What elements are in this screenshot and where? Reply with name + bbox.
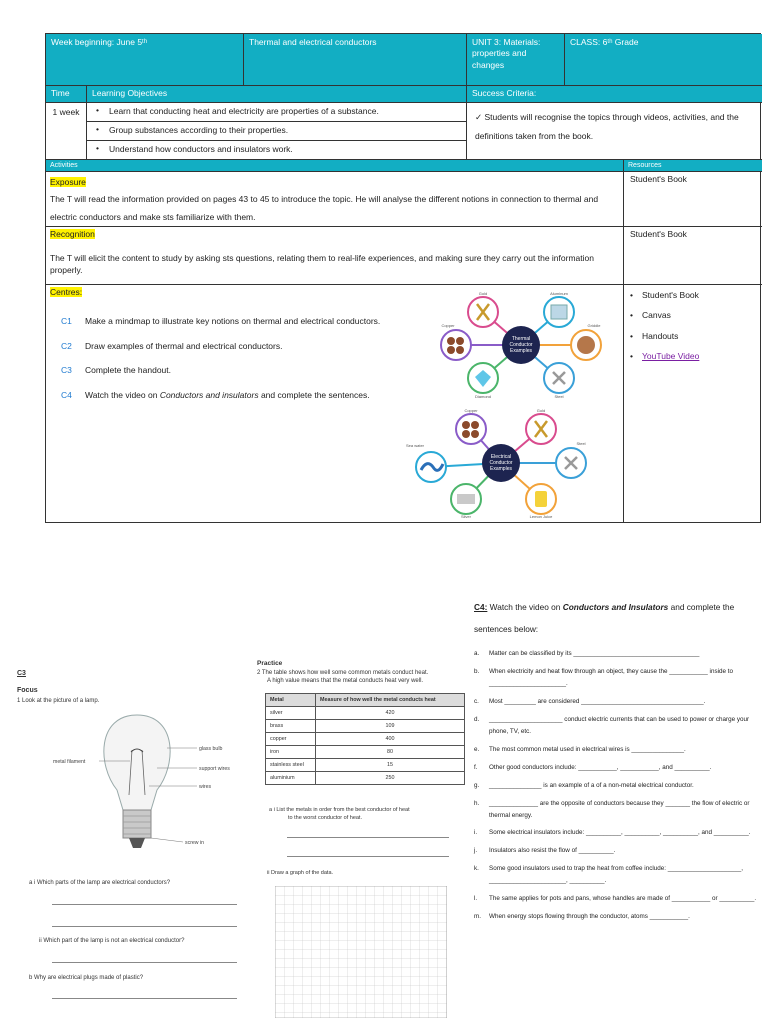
- table-row: [266, 746, 465, 759]
- c4-heading-emphasis: Conductors and Insulators: [562, 602, 669, 612]
- practice-worksheet: [257, 660, 467, 1020]
- lamp-label: screw in: [185, 840, 205, 846]
- node-label: Sea water: [405, 443, 425, 448]
- electrical-conductor-diagram: [401, 407, 601, 519]
- exposure-cell: [46, 172, 624, 227]
- centre-c3: [61, 365, 171, 376]
- week-cell: [46, 34, 244, 86]
- resource-text: Student's Book: [642, 290, 699, 300]
- answer-line[interactable]: [52, 926, 237, 927]
- sentence-text: The most common metal used in electrical wires is _______________.: [489, 745, 686, 753]
- centre-c2: [61, 341, 282, 352]
- center-label: Examples: [510, 348, 532, 354]
- centres-resources: [624, 285, 762, 523]
- sentence-text: Some good insulators used to trap the heat from coffee include: _____________________, ______________________, __________.: [489, 865, 744, 885]
- time-label: Time: [51, 88, 70, 98]
- centre-code: C4: [61, 390, 72, 400]
- resource-text: Handouts: [642, 330, 679, 341]
- c4-sentence-list: [474, 648, 764, 923]
- column-header: Metal: [266, 694, 316, 707]
- column-header: Measure of how well the metal conducts heat: [316, 694, 465, 707]
- youtube-video-link[interactable]: YouTube Video: [642, 351, 700, 362]
- node-label: Steel: [554, 394, 564, 399]
- metal-conductivity-table: [265, 693, 465, 785]
- topic-title: Thermal and electrical conductors: [249, 37, 377, 47]
- topic-cell: [244, 34, 467, 86]
- exposure-title: Exposure: [50, 177, 86, 187]
- question-text: a i List the metals in order from the best conductor of heat: [269, 807, 410, 813]
- copper-node: [456, 414, 486, 444]
- center-label: Electrical: [490, 454, 512, 460]
- sentence-text: Most _________ are considered ___________________________________.: [489, 697, 706, 705]
- metal-value: 109: [316, 720, 465, 733]
- sentence-item[interactable]: [474, 893, 764, 905]
- pan-icon: [577, 336, 595, 354]
- centre-text: and complete the sentences.: [258, 390, 370, 400]
- sentence-item[interactable]: [474, 845, 764, 857]
- centre-code: C2: [61, 341, 72, 351]
- sentence-letter: j.: [474, 847, 478, 855]
- sentence-letter: l.: [474, 895, 478, 903]
- resources-header: [624, 160, 762, 172]
- question-text: b Why are electrical plugs made of plastic?: [29, 975, 144, 981]
- objectives-label: Learning Objectives: [92, 88, 168, 98]
- c4-heading-text: Watch the video on: [487, 602, 563, 612]
- lamp-label: metal filament: [53, 759, 86, 765]
- answer-line[interactable]: [287, 837, 449, 838]
- sentence-text: _______________ is an example of a of a non-metal electrical conductor.: [489, 781, 694, 789]
- glass-bulb-icon: [104, 715, 170, 810]
- exposure-text: The T will read the information provided on pages 43 to 45 to introduce the topic. He will analyse the different notions in connection to thermal and electric conductors and make sts familiarize with them.: [50, 194, 599, 222]
- node-label: Aluminum: [550, 291, 568, 296]
- metal-value: 400: [316, 733, 465, 746]
- answer-line[interactable]: [287, 856, 449, 857]
- sentence-text: Some electrical insulators include: __________, __________, __________, and __________.: [489, 829, 751, 837]
- objective-text: Understand how conductors and insulators work.: [109, 144, 293, 154]
- recognition-cell: [46, 227, 624, 285]
- metal-name: brass: [266, 720, 316, 733]
- question-text: to the worst conductor of heat.: [288, 815, 362, 821]
- center-label: Examples: [490, 466, 512, 472]
- sentence-item[interactable]: [474, 827, 764, 839]
- lamp-diagram: [17, 710, 247, 860]
- center-label: Conductor: [489, 460, 513, 466]
- table-row: [266, 733, 465, 746]
- sentence-letter: c.: [474, 697, 479, 705]
- resource-text: Student's Book: [630, 229, 687, 239]
- week-label: Week beginning: June 5ᵗʰ: [51, 37, 148, 47]
- recognition-title: Recognition: [50, 229, 95, 239]
- copper-node: [441, 330, 471, 360]
- c4-code: C4:: [474, 602, 488, 612]
- resource-text: Student's Book: [630, 174, 687, 184]
- sentence-text: Other good conductors include: ___________, ___________, and __________.: [489, 763, 712, 771]
- node-label: Griddle: [587, 323, 601, 328]
- success-criteria-cell: [467, 103, 762, 160]
- centre-c1: [61, 316, 380, 327]
- table-row: [266, 759, 465, 772]
- c4-heading: [474, 596, 764, 640]
- sentence-item[interactable]: [474, 911, 764, 923]
- question-text: ii Draw a graph of the data.: [267, 870, 334, 876]
- unit-cell: [467, 34, 565, 86]
- objective-item: [87, 141, 466, 160]
- node-label: Copper: [441, 323, 455, 328]
- resource-item: [630, 310, 756, 321]
- c4-worksheet: [474, 596, 764, 929]
- table-row: [266, 720, 465, 733]
- answer-line[interactable]: [52, 998, 237, 999]
- sentence-letter: i.: [474, 829, 478, 837]
- centre-c4: [61, 390, 370, 401]
- centre-text-emphasis: Conductors and insulators: [159, 390, 259, 400]
- node-label: Steel: [576, 441, 586, 446]
- objective-item: [87, 103, 466, 122]
- sentence-text: _____________________ conduct electric currents that can be used to power or charge your phone, TV, etc.: [489, 715, 750, 735]
- recognition-text: The T will elicit the content to study by asking sts questions, relating them to real-life experiences, and making sure they carry out the information properly.: [50, 253, 594, 275]
- metal-name: aluminium: [266, 772, 316, 785]
- unit-label: UNIT 3: Materials: properties and changes: [472, 37, 541, 70]
- center-label: Thermal: [511, 336, 531, 342]
- objectives-header: [87, 86, 467, 103]
- sentence-text: The same applies for pots and pans, whose handles are made of ___________ or __________.: [489, 895, 757, 903]
- sentence-letter: d.: [474, 715, 480, 723]
- sentence-item[interactable]: [474, 780, 764, 792]
- sentence-letter: a.: [474, 650, 480, 657]
- exposure-resource: [624, 172, 762, 227]
- resource-item: [630, 331, 756, 342]
- centre-text: Complete the handout.: [85, 365, 172, 375]
- time-value: 1 week: [52, 107, 80, 117]
- class-cell: [565, 34, 762, 86]
- centres-title: Centres:: [50, 287, 83, 297]
- practice-title: Practice: [257, 660, 283, 667]
- answer-line[interactable]: [52, 962, 237, 963]
- recognition-resource: [624, 227, 762, 285]
- lamp-label: glass bulb: [199, 746, 223, 752]
- class-label: CLASS: 6ᵗʰ Grade: [570, 37, 639, 47]
- metal-value: 15: [316, 759, 465, 772]
- practice-intro: 2 The table shows how well some common metals conduct heat.: [257, 670, 429, 676]
- sentence-letter: m.: [474, 913, 481, 921]
- resource-item: [630, 351, 756, 362]
- c4-heading-text: and complete the sentences below:: [474, 602, 735, 634]
- sentence-item[interactable]: [474, 648, 764, 660]
- sentence-item[interactable]: [474, 696, 764, 708]
- thermal-conductor-diagram: [426, 290, 616, 400]
- sentence-letter: f.: [474, 763, 478, 771]
- resource-text: Canvas: [642, 310, 671, 321]
- sentence-text: Matter can be classified by its ____________________________________: [489, 650, 700, 657]
- activities-header: [46, 160, 624, 172]
- metal-value: 420: [316, 707, 465, 720]
- answer-line[interactable]: [52, 904, 237, 905]
- metal-value: 80: [316, 746, 465, 759]
- sentence-text: ______________ are the opposite of conductors because they _______ the flow of electric or thermal energy.: [489, 799, 750, 819]
- sentence-letter: b.: [474, 667, 480, 675]
- sentence-item[interactable]: [474, 798, 764, 822]
- objectives-list: [87, 103, 467, 160]
- lemon-juice-icon: [535, 491, 547, 507]
- success-text: Students will recognise the topics through videos, activities, and the definitions taken from the book.: [475, 112, 739, 141]
- centre-text: Make a mindmap to illustrate key notions on thermal and electrical conductors.: [85, 316, 381, 326]
- sentence-item[interactable]: [474, 762, 764, 774]
- silver-bar-icon: [457, 494, 475, 504]
- node-label: Silver: [460, 514, 472, 519]
- table-row: [266, 707, 465, 720]
- focus-title: Focus: [17, 687, 38, 694]
- sentence-letter: k.: [474, 865, 479, 873]
- sentence-letter: g.: [474, 781, 480, 789]
- lesson-plan-table: [45, 33, 761, 523]
- objective-item: [87, 122, 466, 141]
- sentence-letter: h.: [474, 799, 480, 807]
- graph-grid[interactable]: [275, 886, 447, 1018]
- centre-code: C3: [61, 365, 72, 375]
- node-label: Copper: [464, 408, 478, 413]
- sentence-item[interactable]: [474, 714, 764, 738]
- foil-icon: [551, 305, 567, 319]
- node-label: Gold: [478, 291, 488, 296]
- sentence-item[interactable]: [474, 863, 764, 887]
- node-label: Diamond: [474, 394, 492, 399]
- time-header: [46, 86, 87, 103]
- objective-text: Group substances according to their properties.: [109, 125, 289, 135]
- metal-name: silver: [266, 707, 316, 720]
- sentence-text: When energy stops flowing through the conductor, atoms ___________.: [489, 913, 690, 921]
- metal-name: iron: [266, 746, 316, 759]
- metal-name: stainless steel: [266, 759, 316, 772]
- c3-code: C3: [17, 670, 26, 677]
- centre-text: Watch the video on: [85, 390, 160, 400]
- objective-text: Learn that conducting heat and electricity are properties of a substance.: [109, 106, 379, 116]
- sentence-text: When electricity and heat flow through an object, they cause the ___________ inside to ______________________.: [489, 667, 733, 687]
- check-icon: ✓: [475, 112, 483, 122]
- time-cell: [46, 103, 87, 160]
- success-label: Success Criteria:: [472, 88, 537, 98]
- question-text: a i Which parts of the lamp are electrical conductors?: [29, 880, 171, 886]
- success-header: [467, 86, 762, 103]
- sentence-item[interactable]: [474, 744, 764, 756]
- resource-item: [630, 290, 756, 301]
- sentence-item[interactable]: [474, 666, 764, 690]
- centre-text: Draw examples of thermal and electrical conductors.: [85, 341, 283, 351]
- node-label: Lemon Juice: [529, 514, 553, 519]
- centres-cell: [46, 285, 624, 523]
- metal-name: copper: [266, 733, 316, 746]
- table-row: [266, 772, 465, 785]
- question-text: ii Which part of the lamp is not an electrical conductor?: [39, 938, 185, 944]
- node-label: Gold: [536, 408, 546, 413]
- metal-value: 250: [316, 772, 465, 785]
- practice-intro: A high value means that the metal conducts heat very well.: [267, 678, 424, 684]
- c3-worksheet: [17, 670, 247, 1010]
- lamp-label: wires: [199, 784, 212, 790]
- centre-code: C1: [61, 316, 72, 326]
- center-label: Conductor: [509, 342, 533, 348]
- resources-label: Resources: [628, 162, 662, 169]
- sentence-text: Insulators also resist the flow of __________.: [489, 847, 616, 855]
- activities-label: Activities: [50, 162, 78, 169]
- sentence-letter: e.: [474, 745, 480, 753]
- lamp-label: support wires: [199, 766, 230, 772]
- question-text: 1 Look at the picture of a lamp.: [17, 698, 100, 704]
